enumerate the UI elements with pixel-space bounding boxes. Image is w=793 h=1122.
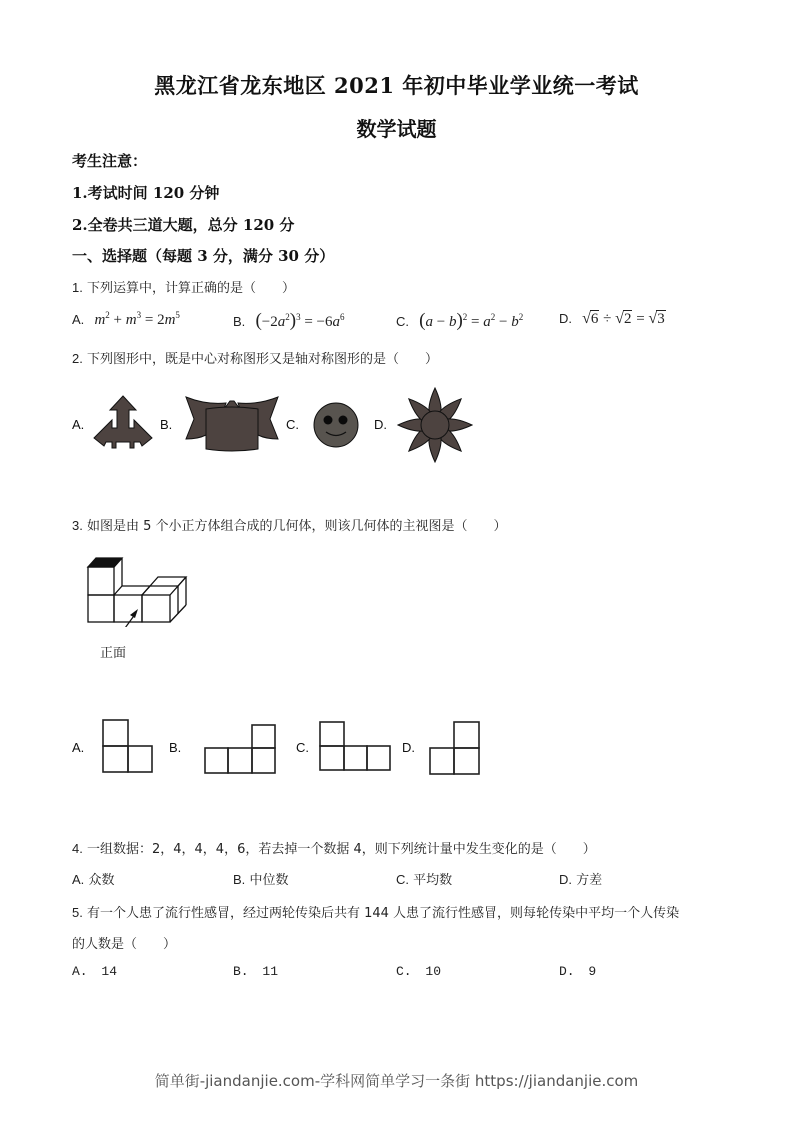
smiley-face-shape-icon (312, 401, 360, 449)
question-4-option-d (559, 869, 602, 888)
question-2-option-b-label: B. (160, 417, 173, 432)
option-c-formula: $(a - b)^2 = a^2 - b^2$ (419, 310, 524, 331)
option-label: B. (233, 872, 246, 887)
front-view-option-c-figure (319, 721, 393, 773)
ribbon-banner-shape-icon (184, 393, 280, 455)
option-label: A. (72, 312, 85, 327)
question-5-stem-line1 (72, 902, 679, 921)
front-view-option-a-figure (102, 719, 154, 775)
question-4-option-b (233, 869, 288, 888)
option-text: 平均数 (413, 873, 453, 888)
question-4-option-a (72, 869, 114, 888)
question-4-text: 一组数据：2，4，4，4，6，若去掉一个数据 4，则下列统计量中发生变化的是（ ） (86, 842, 596, 857)
option-text: 10 (425, 964, 442, 979)
question-2-option-c-label: C. (286, 417, 299, 432)
option-text: 11 (262, 964, 279, 979)
option-a-formula: $m^2 + m^3 = 2m^5$ (94, 310, 180, 328)
triple-arrow-shape-icon (92, 394, 154, 456)
option-label: A. (72, 964, 88, 979)
option-d-formula: √6 ÷ √2 = √3 (582, 310, 665, 327)
option-label: D. (559, 311, 572, 326)
question-2-stem (72, 348, 438, 367)
exam-subtitle: 数学试题 (356, 117, 437, 141)
option-label: D. (559, 964, 575, 979)
question-1-stem (72, 277, 295, 296)
option-text: 9 (588, 964, 597, 979)
footer-watermark: 简单街-jiandanjie.com-学科网简单学习一条街 https://jiandanjie.com (154, 1072, 639, 1090)
notice-item-2: 2.全卷共三道大题，总分 120 分 (72, 216, 295, 234)
notice-heading: 考生注意： (72, 152, 148, 170)
option-label: D. (559, 872, 572, 887)
option-label: A. (72, 872, 85, 887)
cube-assembly-figure (84, 555, 194, 627)
option-text: 中位数 (249, 873, 289, 888)
question-2-text: 下列图形中，既是中心对称图形又是轴对称图形的是（ ） (86, 352, 438, 367)
question-5-option-d (559, 964, 596, 979)
option-text: 方差 (576, 873, 603, 888)
question-3-text: 如图是由 5 个小正方体组合成的几何体，则该几何体的主视图是（ ） (86, 519, 507, 534)
question-1-option-d (559, 310, 666, 328)
question-3-number: 3. (72, 518, 83, 533)
question-5-stem-line2: 的人数是（ ） (72, 937, 177, 952)
question-4-stem (72, 838, 596, 857)
option-label: C. (396, 964, 412, 979)
question-3-option-a-label: A. (72, 740, 85, 755)
front-view-caption: 正面 (100, 646, 127, 661)
question-1-text: 下列运算中，计算正确的是（ ） (86, 281, 295, 296)
question-1-number: 1. (72, 280, 83, 295)
question-5-option-b (233, 964, 278, 979)
question-3-stem (72, 515, 507, 534)
question-1-option-c (396, 310, 523, 332)
option-b-formula: $(-2a^2)^3 = -6a^6$ (255, 310, 345, 331)
question-5-number: 5. (72, 905, 83, 920)
eight-petal-flower-shape-icon (396, 386, 474, 464)
front-view-option-b-figure (204, 724, 278, 776)
option-label: B. (233, 964, 249, 979)
notice-item-1: 1.考试时间 120 分钟 (72, 184, 220, 202)
option-label: B. (233, 314, 246, 329)
question-5-option-c (396, 964, 441, 979)
option-label: C. (396, 314, 409, 329)
question-4-option-c (396, 869, 452, 888)
question-5-text-line1: 有一个人患了流行性感冒，经过两轮传染后共有 144 人患了流行性感冒，则每轮传染中平均一个人传染 (86, 906, 680, 921)
question-5-option-a (72, 964, 117, 979)
option-label: C. (396, 872, 409, 887)
question-2-number: 2. (72, 351, 83, 366)
question-1-option-a (72, 310, 180, 329)
question-2-option-d-label: D. (374, 417, 387, 432)
front-view-option-d-figure (429, 721, 481, 777)
question-4-number: 4. (72, 841, 83, 856)
question-1-option-b (233, 310, 344, 332)
question-2-option-a-label: A. (72, 417, 85, 432)
question-3-option-c-label: C. (296, 740, 309, 755)
question-3-option-b-label: B. (169, 740, 182, 755)
section-heading: 一、选择题（每题 3 分，满分 30 分） (72, 247, 335, 265)
exam-title: 黑龙江省龙东地区 2021 年初中毕业学业统一考试 (154, 73, 639, 98)
question-3-option-d-label: D. (402, 740, 415, 755)
option-text: 14 (101, 964, 118, 979)
option-text: 众数 (88, 873, 115, 888)
